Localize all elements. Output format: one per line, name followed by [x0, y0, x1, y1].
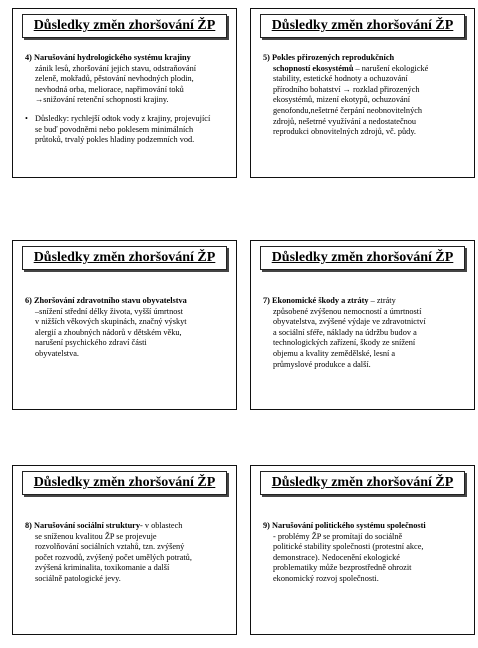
slide-heading: 9) Narušování politického systému společnosti: [263, 521, 426, 530]
text-line: zánik lesů, zhoršování jejich stavu, odstraňování: [35, 63, 197, 73]
slide-heading-continuation: schopností ekosystémů: [273, 63, 354, 73]
slide-6-health: [12, 240, 237, 410]
slide-body: [263, 53, 464, 138]
text-line: sociálně patologické jevy.: [35, 573, 121, 583]
slide-title-box: [260, 246, 465, 270]
slide-title-box: [22, 246, 227, 270]
text-line: technologických zařízení, škody ze snížení: [273, 338, 416, 348]
text-line: obyvatelstva.: [35, 348, 80, 358]
text-line: přírodního bohatství → rozklad přirozených: [273, 84, 420, 94]
bullet-icon: •: [25, 113, 28, 123]
text-line: alergií a zhoubných nádorů v dětském věku,: [35, 327, 182, 337]
slide-5-ecosystems: [250, 8, 475, 178]
slide-text: [25, 64, 226, 106]
heading-tail: - v oblastech: [140, 521, 183, 530]
slide-7-economic: [250, 240, 475, 410]
slide-heading: 4) Narušování hydrologického systému krajiny: [25, 53, 191, 62]
text-line: průmyslové produkce a další.: [273, 359, 371, 369]
slide-heading: 6) Zhoršování zdravotního stavu obyvatelstva: [25, 296, 187, 305]
slide-8-social: [12, 465, 237, 635]
slide-body: [25, 53, 226, 146]
text-line: se buď povodněmi nebo poklesem minimálních: [35, 124, 194, 134]
text-line: –snížení střední délky života, vyšší úmrtnost: [35, 306, 183, 316]
text-line: objemu a kvality zemědělské, lesní a: [273, 348, 396, 358]
text-line: se sníženou kvalitou ŽP se projevuje: [35, 531, 157, 541]
text-line: v nižších věkových skupinách, značný výskyt: [35, 317, 187, 327]
slide-title-box: [260, 471, 465, 495]
text-line: způsobené zvýšenou nemocností a úmrtností: [273, 306, 422, 316]
slide-heading: 7) Ekonomické škody a ztráty: [263, 296, 369, 305]
text-line: reprodukci obnovitelných zdrojů, vč. půdy.: [273, 127, 417, 137]
text-line: průtoků, trvalý pokles hladiny podzemních vod.: [35, 135, 195, 145]
text-line: narušení psychického zdraví části: [35, 338, 147, 348]
text-line: genofondu,nešetrné čerpání neobnovitelných: [273, 105, 423, 115]
text-line: zeleně, mokřadů, pěstování nevhodných plodin,: [35, 74, 194, 84]
text-line: politické stability společnosti (protestní akce,: [273, 542, 424, 552]
text-line: zvýšená kriminalita, toxikomanie a další: [35, 563, 170, 573]
text-line: a sociální sféře, náklady na údržbu budov a: [273, 327, 417, 337]
slide-title: Důsledky změn zhoršování ŽP: [33, 250, 216, 265]
slide-title: Důsledky změn zhoršování ŽP: [271, 18, 454, 33]
slide-title: Důsledky změn zhoršování ŽP: [271, 475, 454, 490]
slide-heading: 5) Pokles přirozených reprodukčních: [263, 53, 395, 62]
text-line: obyvatelstva, zvýšené výdaje ve zdravotnictví: [273, 317, 426, 327]
slide-title-box: [22, 471, 227, 495]
bullet-text: [35, 114, 226, 146]
text-line: zdrojů, nešetrné využívání a nedostatečnou: [273, 116, 417, 126]
slide-title-box: [22, 14, 227, 38]
text-line: demonstrace). Nedocenění ekologické: [273, 552, 400, 562]
slide-title: Důsledky změn zhoršování ŽP: [33, 475, 216, 490]
slide-title: Důsledky změn zhoršování ŽP: [33, 18, 216, 33]
slide-text: [25, 307, 226, 360]
slide-4-hydrology: [12, 8, 237, 178]
slide-body: [263, 296, 464, 370]
text-line: ekosystémů, mizení ekotypů, ochuzování: [273, 95, 411, 105]
slide-body: [263, 521, 464, 585]
slide-title: Důsledky změn zhoršování ŽP: [271, 250, 454, 265]
slide-text: [25, 532, 226, 585]
slide-9-political: [250, 465, 475, 635]
text-line: stability, estetické hodnoty a ochuzování: [273, 74, 408, 84]
slide-heading: 8) Narušování sociální struktury: [25, 521, 141, 530]
text-line: - problémy ŽP se promítají do sociálně: [273, 531, 403, 541]
slide-text: [263, 307, 464, 371]
text-line: ekonomický rozvoj společnosti.: [273, 573, 379, 583]
text-line: problematiky může bezprostředně ohrozit: [273, 563, 412, 573]
slide-title-box: [260, 14, 465, 38]
slide-body: [25, 521, 226, 585]
text-line: rozvolňování sociálních vztahů, tzn. zvýšený: [35, 542, 185, 552]
slide-text: [263, 64, 464, 138]
slide-text: [263, 532, 464, 585]
slide-body: [25, 296, 226, 360]
text-line: Důsledky: rychlejší odtok vody z krajiny, projevující: [35, 113, 211, 123]
text-line: nevhodná orba, meliorace, napřimování toků: [35, 84, 184, 94]
heading-tail: – narušení ekologické: [353, 63, 429, 73]
text-line: počet rozvodů, zvýšený počet umělých potratů,: [35, 552, 192, 562]
heading-tail: – ztráty: [368, 296, 396, 305]
text-line: →snižování retenční schopnosti krajiny.: [35, 95, 169, 105]
bullet-item: [25, 114, 226, 146]
